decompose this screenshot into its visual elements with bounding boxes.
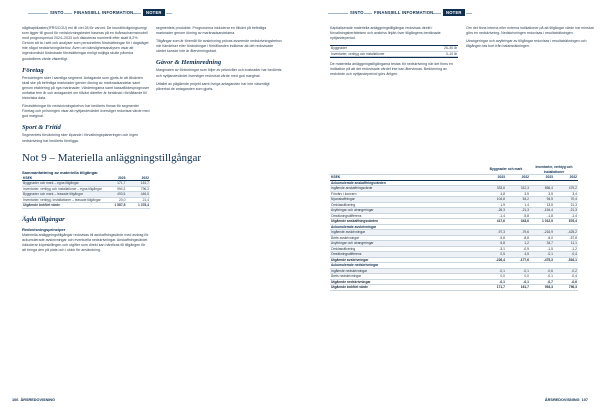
table-cell: Årets nedskrivningar xyxy=(330,274,482,280)
fixed-assets-table xyxy=(330,165,578,291)
table-cell: Förvärv i koncern xyxy=(330,191,482,197)
fixed-assets-table-wrap xyxy=(330,165,578,291)
table-cell: -1,8 xyxy=(530,213,554,219)
table-cell: Byggnader xyxy=(330,46,422,51)
table-cell: 856,4 xyxy=(530,186,554,192)
table-cell: Avyttringar och utrangeringar xyxy=(330,208,482,214)
table-header-cell: 2023 xyxy=(482,175,506,181)
table-cell: Inventarier, verktyg och installationer xyxy=(330,51,422,57)
table-cell: Inventarier, verktyg och installationer – egna tillgångar xyxy=(23,186,102,191)
right-column-1 xyxy=(330,26,458,81)
table-cell: 0,0 xyxy=(506,274,530,280)
table-cell: 4,5 xyxy=(506,252,530,258)
table-cell: -0,1 xyxy=(506,279,530,285)
table-cell: 954,3 xyxy=(530,285,554,291)
table-cell: 343,6 xyxy=(506,219,530,225)
table-cell: Byggnader och mark – leasade tillgångar xyxy=(22,192,103,198)
table-cell: -0,1 xyxy=(530,274,554,280)
table-cell: 1,2 xyxy=(506,241,530,247)
table-cell: 13,5 xyxy=(530,202,554,208)
header-rule xyxy=(433,13,441,14)
summary-table xyxy=(22,176,150,209)
table-cell: 171,7 xyxy=(482,285,506,291)
note-title: Not 9 – Materiella anläggningstillgångar xyxy=(22,151,202,164)
table-cell: 796,3 xyxy=(126,186,150,192)
table-cell: -8,0 xyxy=(530,235,554,241)
page-header xyxy=(300,9,600,19)
paragraph-col2-1: segmentets produkter. Prognoserna inkluderar en tillväxt på befintliga marknader genom ökning av marknadsandelarna. xyxy=(156,26,267,36)
table-header-cell: KSEK xyxy=(22,176,103,181)
table-cell: -1,4 xyxy=(554,213,578,219)
table-group-header-row xyxy=(330,165,578,175)
table-cell: Utgående anskaffningsvärden xyxy=(330,219,482,225)
table-group-title: Ackumulerade nedskrivningar xyxy=(330,263,578,269)
table-cell: 70,4 xyxy=(554,197,578,203)
table-group-title: Ackumulerade anskaffningsvärden xyxy=(330,180,578,186)
table-cell: 0,5 xyxy=(482,252,506,258)
table-total-row xyxy=(330,285,578,291)
table-cell: -1,5 xyxy=(530,246,554,252)
header-rule xyxy=(133,13,141,14)
paragraph-sport: Segmentets förväntning sker löpande i förvaltningsplaneringen och ingen nedskrivning har bedömts föreligga. xyxy=(22,133,139,143)
table-cell: 21,3 xyxy=(554,202,578,208)
table-cell: -8,8 xyxy=(506,235,530,241)
table-cell: Omklassificering xyxy=(330,246,482,252)
table-cell: Avyttringar och utrangeringar xyxy=(330,241,482,247)
footer-label: ÅRSREDOVISNING xyxy=(20,398,56,402)
table-cell: 876,4 xyxy=(554,219,578,225)
table-header-cell: 2023 xyxy=(530,175,554,181)
table-cell: 333,6 xyxy=(482,186,506,192)
table-group-title: Ackumulerade avskrivningar xyxy=(330,224,578,230)
table-cell: 479,2 xyxy=(554,186,578,192)
table-cell: -0,6 xyxy=(554,279,578,285)
table-cell: 1,9 xyxy=(482,202,506,208)
lifetime-table xyxy=(330,46,458,57)
table-cell: -0,1 xyxy=(506,268,530,274)
table-cell: -21,3 xyxy=(554,208,578,214)
table-cell: Inventarier, verktyg, installationer – leasade tillgångar xyxy=(22,197,103,203)
page-footer xyxy=(545,398,588,402)
table-cell: 54,2 xyxy=(506,197,530,203)
table-cell: 3,5 xyxy=(530,191,554,197)
paragraph-col4-1: Om det finns interna eller externa indikationer på att tillgångar värde har minskat görs en nedskrivning. Nedskrivningen redovisas i resultaträkningen. xyxy=(466,26,594,36)
table-cell: -1,4 xyxy=(482,213,506,219)
page-header xyxy=(0,9,300,19)
table-cell: -177,6 xyxy=(506,257,530,263)
table-cell: 25–50 år xyxy=(422,46,458,51)
heading-agda: Ägda tillgångar xyxy=(22,215,65,223)
table-cell xyxy=(330,165,482,175)
table-cell: 1 012,9 xyxy=(530,219,554,225)
table-cell: -0,9 xyxy=(506,246,530,252)
header-company: SINTO xyxy=(50,10,64,15)
table-cell: 94,5 xyxy=(530,197,554,203)
page-footer xyxy=(12,398,55,402)
table-cell: 104,8 xyxy=(482,197,506,203)
right-column-2 xyxy=(466,26,594,52)
table-cell: Utgående avskrivningar xyxy=(330,257,482,263)
table-cell: 4,8 xyxy=(482,191,506,197)
table-cell: 312,3 xyxy=(506,186,530,192)
paragraph-foretag-2: Förutsättningar för nedskrivningsbehov har bedömts finnas för segmentet Företag och prövningen visar att nyttjandevärdet överstiger redovisat värde med god marginal. xyxy=(22,104,150,119)
table-header-cell: 2023 xyxy=(103,176,127,181)
table-cell: 171,7 xyxy=(103,181,127,187)
table-cell: -26,3 xyxy=(482,208,506,214)
paragraph-col4-2: Utrangeringar och avyttringar av tillgångar redovisas i resultaträkningen och tillgången tas bort från balansräkningen. xyxy=(466,39,587,49)
table-cell: 6,8 xyxy=(482,241,506,247)
table-cell: -0,6 xyxy=(530,268,554,274)
table-cell: -226,4 xyxy=(482,257,506,263)
table-cell: -475,3 xyxy=(530,257,554,263)
table-cell: Ingående avskrivningar xyxy=(330,230,482,236)
table-cell: 3,4 xyxy=(554,191,578,197)
table-header-cell: KSEK xyxy=(330,175,482,181)
page-number: 106 xyxy=(12,398,19,402)
table-header-cell: 2022 xyxy=(554,175,578,181)
table-cell: Utgående nedskrivningar xyxy=(330,279,482,285)
table-cell: 161,7 xyxy=(506,285,530,291)
table-cell: Utgående bokfört värde xyxy=(22,203,103,209)
header-rule xyxy=(64,13,72,14)
table-cell: 493,5 xyxy=(103,192,127,198)
page-number: 107 xyxy=(581,398,588,402)
table-cell: -216,9 xyxy=(530,230,554,236)
table-cell: -0,1 xyxy=(530,252,554,258)
table-cell: -1,2 xyxy=(554,246,578,252)
header-rule xyxy=(28,13,48,14)
table-cell: -154,4 xyxy=(530,208,554,214)
table-cell: -9,8 xyxy=(482,235,506,241)
table-group-header: Inventarier, verktyg och installationer xyxy=(530,165,578,175)
table-cell: Omklassificering xyxy=(330,202,482,208)
table-cell: -0,1 xyxy=(482,268,506,274)
fixed-assets-table-body xyxy=(330,180,578,290)
table-cell: -0,4 xyxy=(554,274,578,280)
intro-paragraph: någtbaptikasten(IFRS/CGU) enl till viel 28 för varunt. De krundfördigningsomgi som ligger till grund för nedskrivningstestet baseras på en tioårsscharmsmodell med prognosperiod 2024–2033 och diskuteras nominellt efter skatt 8,2%. Genom att ta i sett och analyser som personellets förutsättningar för i dagsläget inte något nedskrivningsbehov. Även om känslighetsanalysen visar att ingenkomliskt förändrade förutsättningar rimligt möjliga skulle påverka goodwillens värde väsentligt. xyxy=(22,26,149,61)
header-rule xyxy=(166,13,172,14)
header-section: FINANSIELL INFORMATION xyxy=(374,10,434,15)
table1-title: Sammanfattning av materiella tillgångar xyxy=(22,169,98,175)
paragraph-col3-2: De materiella anläggningstillgångarna testas för nedskrivning när det finns en indikation på att det redovisade värdet inte kan återvinnas. Bedömning av restvärde och nyttjandeperiod görs årligen. xyxy=(330,62,453,77)
heading-foretag: Företag xyxy=(22,66,44,74)
heading-sport: Sport & Fritid xyxy=(22,124,61,132)
table-cell: 161,7 xyxy=(126,181,150,187)
paragraph-foretag-1: Periodningen sker i samtliga segment. Antagande som gjorts är att tillväxten skall ske på befintliga marknader genom ökning av marknadsandelar samt genom etablering på nya marknader. Värderingarna samt kassaflödesprognoser omfattar fem år och antagandet om tillväxt därefter är beräknat i förhållande till historiska data. xyxy=(22,75,150,101)
table-cell: -21,3 xyxy=(506,208,530,214)
table-cell: -0,1 xyxy=(482,279,506,285)
table-cell: Ingående anskaffningsvärde xyxy=(330,186,482,192)
table-cell: Utgående bokfört värde xyxy=(330,285,482,291)
table-cell: -0,7 xyxy=(530,279,554,285)
left-column-2 xyxy=(156,26,284,95)
table-cell: -5,8 xyxy=(506,213,530,219)
table-cell: -0,2 xyxy=(554,268,578,274)
table-group-header: Byggnader och mark xyxy=(482,165,530,175)
table-cell: -79,6 xyxy=(506,230,530,236)
table-cell: 1,4 xyxy=(506,202,530,208)
header-section-label: NOTER xyxy=(443,9,465,16)
table-cell: 796,3 xyxy=(554,285,578,291)
table-cell: 1 378,4 xyxy=(126,203,150,209)
header-section: FINANSIELL INFORMATION xyxy=(74,10,134,15)
heading-gavor: Gåvor & Heminredning xyxy=(156,59,222,67)
table-cell: 3–10 år xyxy=(422,51,458,57)
table-cell: 34,7 xyxy=(530,241,554,247)
table-cell: 11,1 xyxy=(554,241,578,247)
paragraph-col3-1: Kapitaliserade materiella anläggningstillgångar redovisas direkt i förvaltningsberättelsen och avskrivs linjärt över tillgångens beräknade nyttjandeperiod. xyxy=(330,26,441,41)
table-cell: -0,4 xyxy=(554,252,578,258)
header-section-label: NOTER xyxy=(143,9,165,16)
header-rule xyxy=(364,13,372,14)
paragraph-col2-4: Utfallet av pågående projekt samt övriga antaganden har inte väsentligt påverkat de antaganden som gjorts. xyxy=(156,81,270,91)
table-cell: 954,3 xyxy=(103,186,127,192)
table-cell: 417,6 xyxy=(482,219,506,225)
table-cell: Omräkningsdifferens xyxy=(330,252,482,258)
table-cell: 446,5 xyxy=(126,192,150,198)
table-cell: Nyanskaffningar xyxy=(330,197,482,203)
right-page xyxy=(300,0,600,407)
table-cell: -97,3 xyxy=(482,230,506,236)
lifetime-table-box xyxy=(330,45,458,58)
table-cell: Ingående nedskrivningar xyxy=(330,268,482,274)
table-sum-row xyxy=(22,203,150,209)
table-cell: Årets avskrivningar xyxy=(330,235,482,241)
table-header-cell: 2022 xyxy=(506,175,530,181)
table-cell: 1 587,8 xyxy=(103,203,127,209)
table-cell: 21,4 xyxy=(126,197,150,203)
footer-label: ÅRSREDOVISNING xyxy=(544,398,580,402)
header-rule xyxy=(466,13,472,14)
table-cell: Byggnader och mark – egna tillgångar xyxy=(22,181,103,187)
table-cell: 3,5 xyxy=(506,191,530,197)
table-cell: -3,1 xyxy=(482,246,506,252)
paragraph-agda: Materiella anläggningstillgångar redovisas till anskaffningsvärde med avdrag för ackumulerade avskrivningar och eventuella nedskrivningar. Anskaffningsvärdet inkluderar köpeskillingen och utgifter som direkt kan hänföras till tillgången för att bringa den på plats och i skick för användning. xyxy=(22,232,149,253)
header-company: SINTO xyxy=(350,10,364,15)
table-row xyxy=(330,51,458,57)
table-cell: -57,8 xyxy=(554,235,578,241)
table-header-cell: 2022 xyxy=(126,176,150,181)
paragraph-col2-3: Marginalen av förändringar som följer av prisnivåer och kostnader har bedömts och nyttjandevärdet överstiger redovisat värde med god marginal. xyxy=(156,68,282,78)
table-cell: Omräkningsdifferens xyxy=(330,213,482,219)
table-cell: 20,0 xyxy=(103,197,127,203)
heading-redovisning: Redovisningsprinciper xyxy=(22,226,66,232)
table-cell: 0,0 xyxy=(482,274,506,280)
paragraph-col2-2: Tillgångar som är föremål för avskrivning prövas avseende nedskrivningsbehov när händelser eller förändringar i förhållanden indikerar att det redovisade värdet kanske inte är återvinningsbart. xyxy=(156,39,282,54)
table-cell: -425,2 xyxy=(554,230,578,236)
table-cell: -516,1 xyxy=(554,257,578,263)
header-rule xyxy=(328,13,348,14)
